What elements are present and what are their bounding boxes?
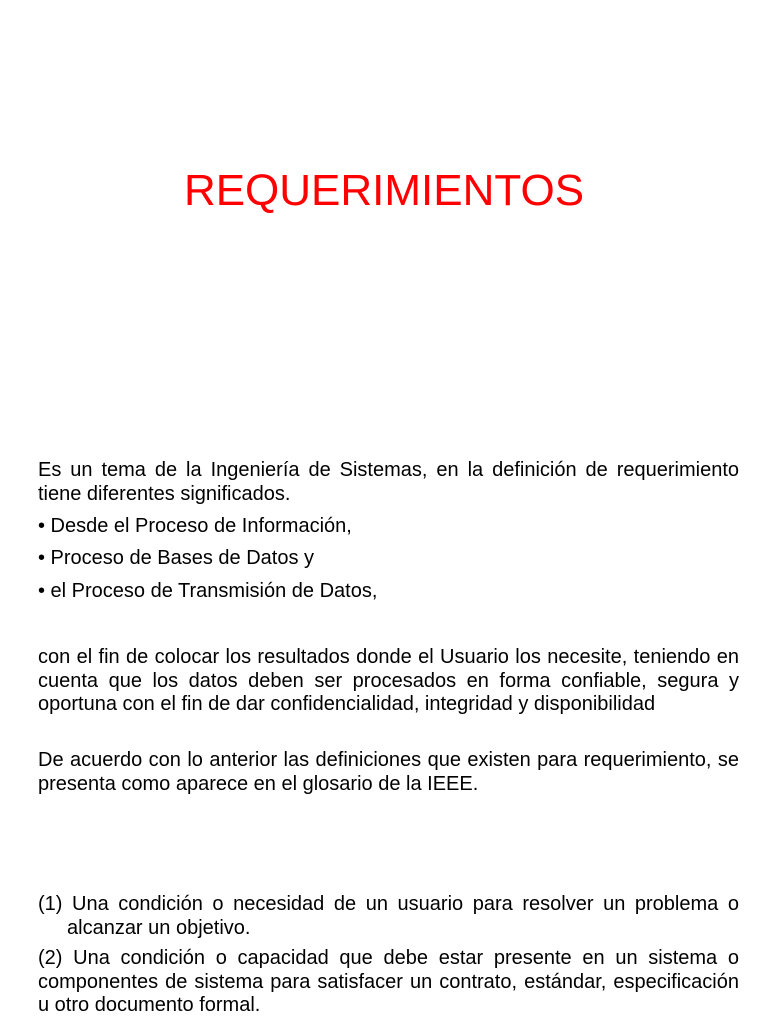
bullet-item-transmision: • el Proceso de Transmisión de Datos, <box>38 580 378 602</box>
slide-title: REQUERIMIENTOS <box>183 166 585 215</box>
intro-paragraph: Es un tema de la Ingeniería de Sistemas, en la definición de requerimiento tiene diferentes significados. <box>38 459 739 505</box>
ieee-note-paragraph: De acuerdo con lo anterior las definiciones que existen para requerimiento, se presenta como aparece en el glosario de la IEEE. <box>38 749 739 795</box>
purpose-paragraph: con el fin de colocar los resultados donde el Usuario los necesite, teniendo en cuenta que los datos deben ser procesados en forma confiable, segura y oportuna con el fin de dar confidencialidad, integridad y disponibilidad <box>38 646 739 715</box>
bullet-item-informacion: • Desde el Proceso de Información, <box>38 515 352 537</box>
definition-item-1: (1) Una condición o necesidad de un usuario para resolver un problema o alcanzar un objetivo. <box>38 893 739 939</box>
definitions-list <box>38 893 739 1018</box>
bullet-item-bases-de-datos: • Proceso de Bases de Datos y <box>38 547 315 569</box>
definition-item-2: (2) Una condición o capacidad que debe estar presente en un sistema o componentes de sistema para satisfacer un contrato, estándar, especificación u otro documento formal. <box>38 947 739 1016</box>
